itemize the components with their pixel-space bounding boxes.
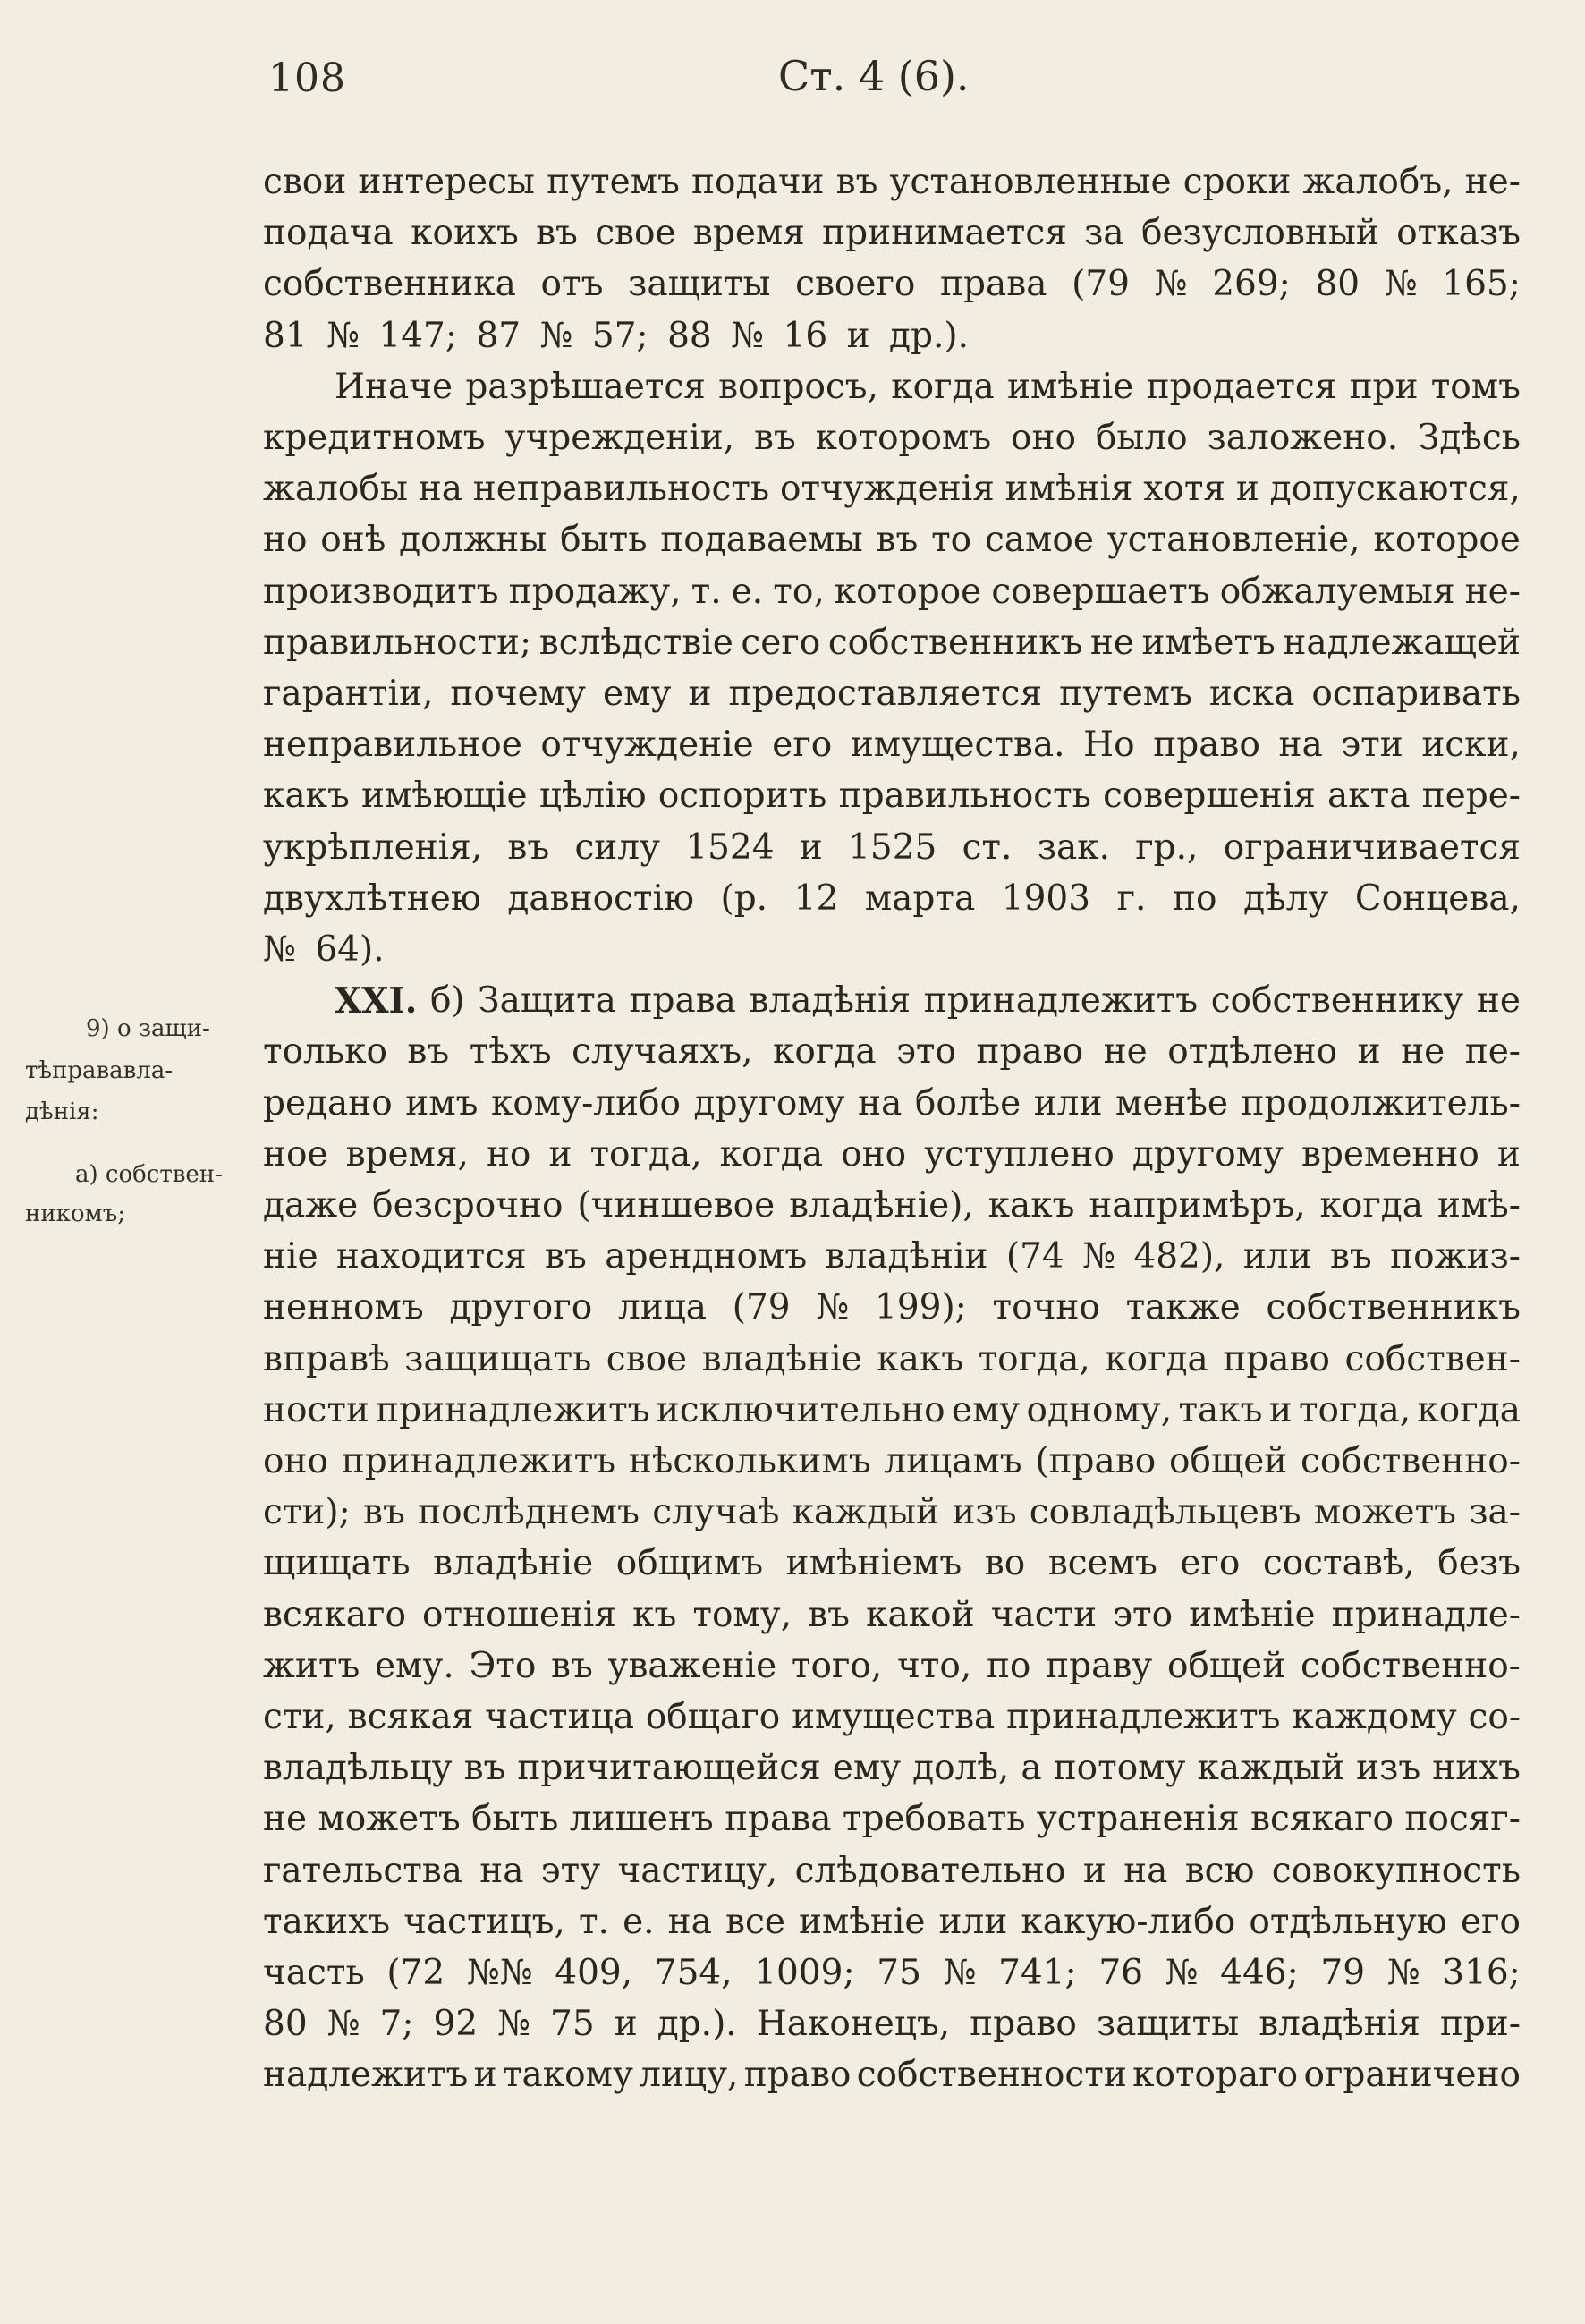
text-line: житъ ему. Это въ уваженіе того, что, по праву общей собственно-: [263, 1645, 1521, 1686]
text-line: сти); въ послѣднемъ случаѣ каждый изъ совладѣльцевъ можетъ за-: [263, 1492, 1521, 1533]
text-line: владѣльцу въ причитающейся ему долѣ, а потому каждый изъ нихъ: [263, 1748, 1521, 1789]
text-line: гарантіи, почему ему и предоставляется путемъ иска оспаривать: [263, 674, 1521, 714]
text-line: ности принадлежитъ исключительно ему одному, такъ и тогда, когда: [263, 1389, 1521, 1430]
text-line: жалобы на неправильность отчужденія имѣнія хотя и допускаются,: [263, 469, 1521, 510]
text-line: неправильное отчужденіе его имущества. Но право на эти иски,: [263, 725, 1521, 766]
margin-note: 9) о защи-: [86, 1015, 210, 1042]
text-line: только въ тѣхъ случаяхъ, когда это право не отдѣлено и не пе-: [263, 1031, 1521, 1073]
text-line: № 64).: [263, 929, 385, 970]
text-line: такихъ частицъ, т. е. на все имѣніе или какую-либо отдѣльную его: [263, 1901, 1521, 1942]
text-line: двухлѣтнею давностію (р. 12 марта 1903 г. по дѣлу Сонцева,: [263, 878, 1521, 919]
text-line: собственника отъ защиты своего права (79 № 269; 80 № 165;: [263, 264, 1521, 305]
text-line: ненномъ другого лица (79 № 199); точно также собственникъ: [263, 1287, 1521, 1328]
text-line: щищать владѣніе общимъ имѣніемъ во всемъ его составѣ, безъ: [263, 1543, 1521, 1584]
running-head: Ст. 4 (6).: [778, 52, 970, 100]
text-line: вправѣ защищать свое владѣніе какъ тогда, когда право собствен-: [263, 1338, 1521, 1379]
text-line: сти, всякая частица общаго имущества принадлежитъ каждому со-: [263, 1697, 1521, 1737]
text-line: укрѣпленія, въ силу 1524 и 1525 ст. зак. гр., ограничивается: [263, 827, 1521, 868]
text-line: всякаго отношенія къ тому, въ какой части это имѣніе принадле-: [263, 1594, 1521, 1635]
text-line: Иначе разрѣшается вопросъ, когда имѣніе продается при томъ: [335, 366, 1521, 407]
page-number: 108: [268, 55, 346, 101]
text-line: но онѣ должны быть подаваемы въ то самое установленіе, которое: [263, 520, 1521, 561]
text-line: кредитномъ учрежденіи, въ которомъ оно было заложено. Здѣсь: [263, 418, 1521, 458]
text-line: часть (72 №№ 409, 754, 1009; 75 № 741; 76 № 446; 79 № 316;: [263, 1953, 1521, 1993]
text-line: подача коихъ въ свое время принимается за безусловный отказъ: [263, 213, 1521, 254]
text-line: гательства на эту частицу, слѣдовательно и на всю совокупность: [263, 1850, 1521, 1891]
margin-note: никомъ;: [25, 1200, 126, 1227]
text-line: XXI. б) Защита права владѣнія принадлежитъ собственнику не: [335, 980, 1521, 1022]
text-line: 81 № 147; 87 № 57; 88 № 16 и др.).: [263, 315, 970, 356]
text-line: даже безсрочно (чиншевое владѣніе), какъ напримѣръ, когда имѣ-: [263, 1185, 1521, 1226]
text-line: ніе находится въ арендномъ владѣніи (74 № 482), или въ пожиз-: [263, 1236, 1521, 1277]
text-line: оно принадлежитъ нѣсколькимъ лицамъ (право общей собственно-: [263, 1441, 1521, 1481]
text-line: какъ имѣющіе цѣлію оспорить правильность совершенія акта пере-: [263, 776, 1521, 817]
text-line: 80 № 7; 92 № 75 и др.). Наконецъ, право защиты владѣнія при-: [263, 2004, 1521, 2045]
text-line: ное время, но и тогда, когда оно уступлено другому временно и: [263, 1133, 1521, 1175]
text-line: производитъ продажу, т. е. то, которое совершаетъ обжалуемыя не-: [263, 571, 1521, 612]
text-line: свои интересы путемъ подачи въ установленные сроки жалобъ, не-: [263, 162, 1521, 202]
margin-note: а) собствен-: [75, 1161, 223, 1188]
text-line: надлежитъ и такому лицу, право собственности котораго ограничено: [263, 2055, 1521, 2096]
text-line: редано имъ кому-либо другому на болѣе или менѣе продолжитель-: [263, 1082, 1521, 1124]
margin-note: дѣнія:: [25, 1098, 99, 1125]
margin-note: тѣправавла-: [25, 1057, 174, 1084]
text-line: не можетъ быть лишенъ права требовать устраненія всякаго посяг-: [263, 1799, 1521, 1840]
text-line: правильности; вслѣдствіе сего собственникъ не имѣетъ надлежащей: [263, 622, 1521, 663]
